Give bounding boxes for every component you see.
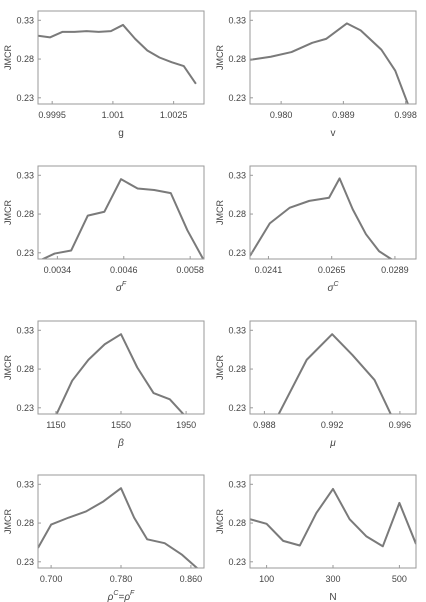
x-axis-label: $\sigma^C$	[327, 281, 339, 294]
x-axis-label: $\sigma^F$	[115, 281, 127, 294]
x-tick-label: 0.996	[388, 420, 412, 430]
y-axis-label: JMCR	[215, 509, 225, 534]
y-tick-label: 0.33	[228, 325, 246, 336]
y-tick-label: 0.28	[16, 209, 34, 220]
y-tick-label: 0.23	[228, 92, 246, 103]
x-tick-label: 0.980	[269, 110, 293, 120]
y-tick-label: 0.23	[16, 247, 34, 258]
x-tick-label: 0.0289	[381, 265, 409, 275]
x-tick-label: 0.700	[39, 574, 63, 584]
x-tick-label: 1.0025	[159, 110, 188, 120]
y-tick-label: 0.33	[16, 325, 34, 336]
y-tick-label: 0.28	[16, 518, 34, 529]
x-tick-label: 500	[391, 574, 407, 584]
x-tick-label: 1950	[176, 420, 197, 430]
y-tick-label: 0.33	[228, 479, 246, 490]
y-tick-label: 0.28	[228, 364, 246, 375]
x-axis-label: $\rho^C=\rho^F$	[107, 590, 135, 602]
y-tick-label: 0.23	[228, 247, 246, 258]
y-tick-label: 0.33	[228, 170, 246, 181]
y-tick-label: 0.23	[16, 402, 34, 413]
x-tick-label: 1550	[110, 420, 132, 430]
y-tick-label: 0.23	[228, 556, 246, 567]
y-tick-label: 0.23	[16, 92, 34, 103]
x-tick-label: 0.998	[394, 110, 417, 120]
y-axis-label: JMCR	[3, 355, 13, 380]
x-tick-label: 0.992	[320, 420, 344, 430]
y-tick-label: 0.28	[16, 54, 34, 65]
x-axis-label: β	[118, 438, 124, 449]
y-tick-label: 0.28	[228, 54, 246, 65]
x-tick-label: 0.988	[253, 420, 276, 430]
y-tick-label: 0.23	[16, 556, 34, 567]
y-axis-label: JMCR	[215, 45, 225, 70]
y-axis-label: JMCR	[3, 200, 13, 225]
y-tick-label: 0.28	[228, 518, 246, 529]
y-axis-label: JMCR	[3, 509, 13, 534]
y-tick-label: 0.28	[228, 209, 246, 220]
y-tick-label: 0.33	[228, 15, 246, 26]
y-tick-label: 0.33	[16, 170, 34, 181]
y-axis-label: JMCR	[215, 200, 225, 225]
x-tick-label: 1.001	[101, 110, 125, 120]
x-tick-label: 0.860	[179, 574, 203, 584]
x-tick-label: 0.0058	[176, 265, 204, 275]
x-axis-label: μ	[330, 438, 336, 449]
x-tick-label: 0.989	[332, 110, 355, 120]
x-tick-label: 0.9995	[38, 110, 66, 120]
x-tick-label: 0.0046	[110, 265, 138, 275]
x-tick-label: 0.0265	[317, 265, 346, 275]
y-axis-label: JMCR	[3, 45, 13, 70]
y-tick-label: 0.33	[16, 479, 34, 490]
y-tick-label: 0.28	[16, 364, 34, 375]
x-tick-label: 1150	[46, 420, 66, 430]
y-axis-label: JMCR	[215, 355, 225, 380]
x-axis-label: g	[118, 128, 124, 139]
y-tick-label: 0.23	[228, 402, 246, 413]
x-axis-label: N	[329, 592, 337, 602]
x-tick-label: 300	[325, 574, 341, 584]
x-tick-label: 0.780	[109, 574, 133, 584]
x-tick-label: 100	[259, 574, 275, 584]
x-axis-label: v	[330, 128, 336, 139]
x-tick-label: 0.0034	[43, 265, 72, 275]
series-line	[250, 489, 416, 546]
x-tick-label: 0.0241	[254, 265, 283, 275]
y-tick-label: 0.33	[16, 15, 34, 26]
